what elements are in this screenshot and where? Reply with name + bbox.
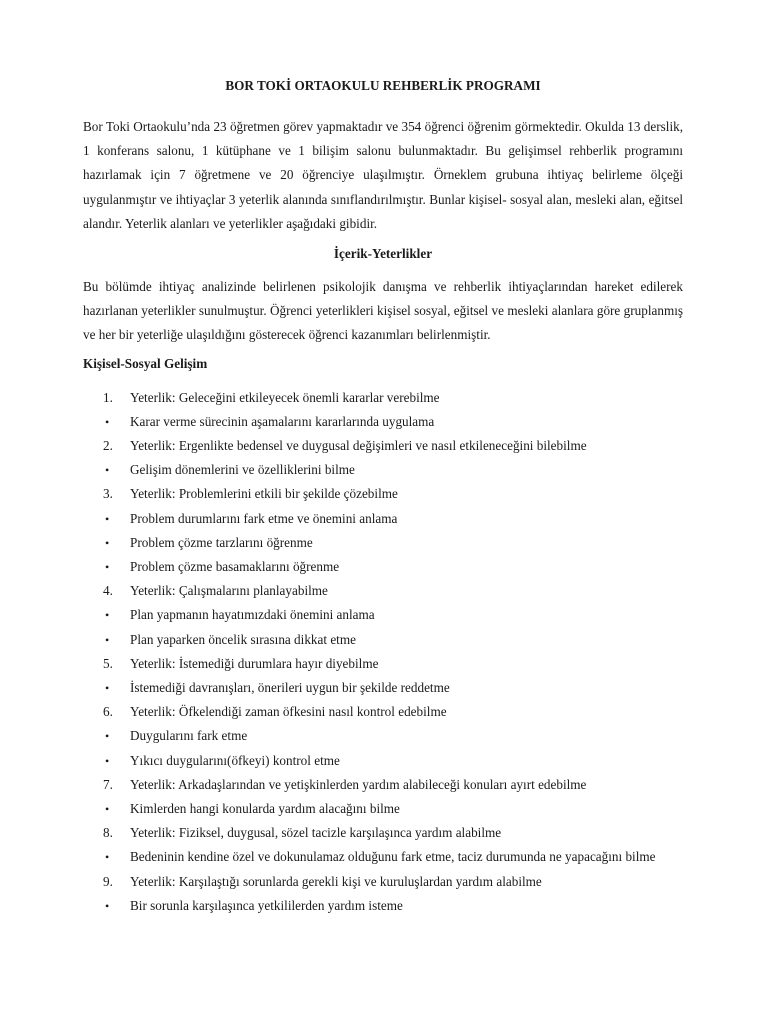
outcome-item bbox=[83, 676, 683, 700]
bullet-marker: • bbox=[105, 560, 110, 575]
bullet-marker: • bbox=[105, 802, 110, 817]
item-text: Bir sorunla karşılaşınca yetkililerden yardım isteme bbox=[130, 897, 403, 913]
document-page bbox=[83, 74, 683, 918]
document-title: BOR TOKİ ORTAOKULU REHBERLİK PROGRAMI bbox=[225, 78, 541, 93]
number-marker: 7. bbox=[103, 776, 113, 792]
outcome-item bbox=[83, 797, 683, 821]
competency-item bbox=[83, 434, 683, 458]
number-marker: 1. bbox=[103, 389, 113, 405]
outcome-item bbox=[83, 410, 683, 434]
item-text: Bedeninin kendine özel ve dokunulamaz olduğunu fark etme, taciz durumunda ne yapacağını bilme bbox=[130, 849, 656, 865]
competency-item bbox=[83, 652, 683, 676]
bullet-marker: • bbox=[105, 729, 110, 744]
item-text: Yeterlik: Problemlerini etkili bir şekilde çözebilme bbox=[130, 486, 398, 502]
number-marker: 5. bbox=[103, 655, 113, 671]
outcome-item bbox=[83, 894, 683, 918]
competency-item bbox=[83, 870, 683, 894]
item-text: Karar verme sürecinin aşamalarını kararlarında uygulama bbox=[130, 413, 435, 429]
competency-item bbox=[83, 386, 683, 410]
outcome-item bbox=[83, 724, 683, 748]
bullet-marker: • bbox=[105, 681, 110, 696]
item-text: Problem çözme tarzlarını öğrenme bbox=[130, 534, 313, 550]
item-text: Yeterlik: Geleceğini etkileyecek önemli kararlar verebilme bbox=[130, 389, 440, 405]
section-heading: İçerik-Yeterlikler bbox=[333, 246, 433, 262]
item-text: Yeterlik: Karşılaştığı sorunlarda gerekli kişi ve kuruluşlardan yardım alabilme bbox=[130, 873, 542, 889]
item-text: Kimlerden hangi konularda yardım alacağını bilme bbox=[130, 801, 400, 817]
competency-item bbox=[83, 700, 683, 724]
outcome-item bbox=[83, 458, 683, 482]
outcome-item bbox=[83, 555, 683, 579]
bullet-marker: • bbox=[105, 898, 110, 913]
bullet-marker: • bbox=[105, 535, 110, 550]
item-text: Yeterlik: Arkadaşlarından ve yetişkinlerden yardım alabileceği konuları ayırt edebilme bbox=[130, 776, 587, 792]
item-text: Yeterlik: Çalışmalarını planlayabilme bbox=[130, 583, 328, 599]
competency-item bbox=[83, 579, 683, 603]
item-text: Plan yaparken öncelik sırasına dikkat etme bbox=[130, 631, 356, 647]
item-text: İstemediği davranışları, önerileri uygun bir şekilde reddetme bbox=[130, 680, 450, 696]
bullet-marker: • bbox=[105, 463, 110, 478]
item-text: Problem durumlarını fark etme ve önemini anlama bbox=[130, 510, 398, 526]
outcome-item bbox=[83, 628, 683, 652]
competency-list bbox=[83, 386, 683, 918]
bullet-marker: • bbox=[105, 511, 110, 526]
item-text: Duygularını fark etme bbox=[130, 728, 248, 744]
outcome-item bbox=[83, 845, 683, 869]
item-text: Problem çözme basamaklarını öğrenme bbox=[130, 559, 340, 575]
bullet-marker: • bbox=[105, 632, 110, 647]
number-marker: 3. bbox=[103, 486, 113, 502]
competency-item bbox=[83, 821, 683, 845]
number-marker: 9. bbox=[103, 873, 113, 889]
subsection-heading: Kişisel-Sosyal Gelişim bbox=[83, 355, 208, 371]
outcome-item bbox=[83, 603, 683, 627]
outcome-item bbox=[83, 507, 683, 531]
item-text: Yeterlik: İstemediği durumlara hayır diyebilme bbox=[130, 655, 379, 671]
number-marker: 8. bbox=[103, 825, 113, 841]
section-paragraph: Bu bölümde ihtiyaç analizinde belirlenen psikolojik danışma ve rehberlik ihtiyaçlarından hareket edilerek hazırlanan yeterlikler sunulmuştur. Öğrenci yeterlikleri kişisel sosyal, eğitsel ve mesleki alanlara göre gruplanmış ve her bir yeterliğe ulaşıldığını gösterecek öğrenci kazanımları belirlenmiştir. bbox=[83, 279, 683, 343]
item-text: Gelişim dönemlerini ve özelliklerini bilme bbox=[130, 462, 355, 478]
outcome-item bbox=[83, 749, 683, 773]
competency-item bbox=[83, 773, 683, 797]
number-marker: 6. bbox=[103, 704, 113, 720]
item-text: Plan yapmanın hayatımızdaki önemini anlama bbox=[130, 607, 375, 623]
bullet-marker: • bbox=[105, 608, 110, 623]
item-text: Yıkıcı duygularını(öfkeyi) kontrol etme bbox=[130, 752, 340, 768]
intro-paragraph: Bor Toki Ortaokulu’nda 23 öğretmen görev yapmaktadır ve 354 öğrenci öğrenim görmektedir. Okulda 13 derslik, 1 konferans salonu, 1 kütüphane ve 1 bilişim salonu bulunmaktadır. Bu gelişimsel rehberlik programını hazırlamak için 7 öğretmene ve 20 öğrenciye ulaşılmıştır. Örneklem grubuna ihtiyaç belirleme ölçeği uygulanmıştır ve ihtiyaçlar 3 yeterlik alanında sınıflandırılmıştır. Bunlar kişisel- sosyal alan, mesleki alan, eğitsel alandır. Yeterlik alanları ve yeterlikler aşağıdaki gibidir. bbox=[83, 119, 683, 231]
item-text: Yeterlik: Ergenlikte bedensel ve duygusal değişimleri ve nasıl etkileneceğini bilebilme bbox=[130, 438, 587, 454]
number-marker: 2. bbox=[103, 438, 113, 454]
outcome-item bbox=[83, 531, 683, 555]
item-text: Yeterlik: Öfkelendiği zaman öfkesini nasıl kontrol edebilme bbox=[130, 704, 447, 720]
bullet-marker: • bbox=[105, 753, 110, 768]
bullet-marker: • bbox=[105, 850, 110, 865]
competency-item bbox=[83, 482, 683, 506]
bullet-marker: • bbox=[105, 414, 110, 429]
number-marker: 4. bbox=[103, 583, 113, 599]
item-text: Yeterlik: Fiziksel, duygusal, sözel tacizle karşılaşınca yardım alabilme bbox=[130, 825, 502, 841]
